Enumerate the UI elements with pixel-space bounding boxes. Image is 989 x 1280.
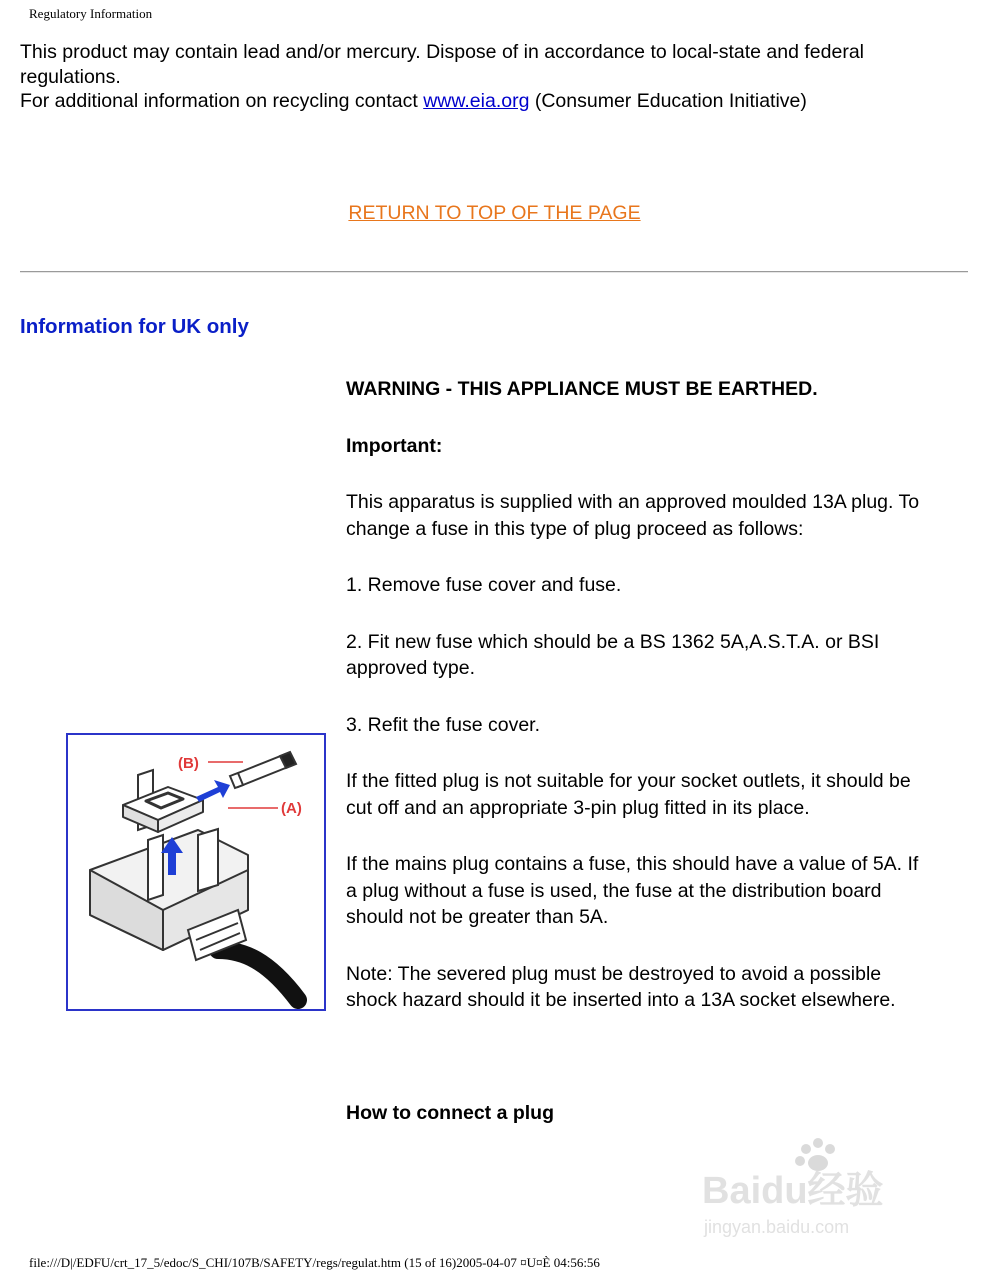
recycling-prefix: For additional information on recycling contact [20, 90, 424, 112]
section-title: Information for UK only [20, 315, 249, 338]
print-header-title: Regulatory Information [29, 6, 153, 21]
connect-plug-heading: How to connect a plug [346, 1101, 554, 1124]
disposal-text: This product may contain lead and/or mercury. Dispose of in accordance to local-state and federal regulations. [20, 41, 864, 88]
plug-fuse-diagram [66, 733, 326, 1011]
eia-link[interactable]: www.eia.org [423, 90, 530, 112]
step-1: 1. Remove fuse cover and fuse. [346, 574, 622, 596]
return-to-top-link[interactable]: RETURN TO TOP OF THE PAGE [348, 202, 641, 224]
severed-plug-note: Note: The severed plug must be destroyed to avoid a possible shock hazard should it be inserted into a 13A socket elsewhere. [346, 962, 896, 1011]
step-3: 3. Refit the fuse cover. [346, 713, 541, 736]
recycling-suffix: (Consumer Education Initiative) [529, 90, 807, 112]
important-label: Important: [346, 434, 443, 457]
label-a: (A) [281, 800, 302, 817]
print-footer-path: file:///D|/EDFU/crt_17_5/edoc/S_CHI/107B/SAFETY/regs/regulat.htm (15 of 16)2005-04-07 ¤U¤È 04:56:56 [29, 1255, 600, 1270]
cable-drawing [188, 910, 298, 1000]
plug-intro-paragraph: This apparatus is supplied with an approved moulded 13A plug. To change a fuse in this type of plug proceed as follows: [346, 491, 920, 540]
recycling-contact-line [20, 89, 960, 114]
unsuitable-plug-paragraph: If the fitted plug is not suitable for your socket outlets, it should be cut off and an appropriate 3-pin plug fitted in its place. [346, 770, 911, 819]
uk-info-content [346, 376, 926, 1156]
watermark-domain: jingyan.baidu.com [704, 1217, 850, 1237]
horizontal-divider [20, 271, 968, 273]
label-b: (B) [178, 755, 199, 772]
recycling-notice [20, 40, 960, 114]
fuse-value-paragraph: If the mains plug contains a fuse, this should have a value of 5A. If a plug without a fuse is used, the fuse at the distribution board should not be greater than 5A. [346, 853, 919, 928]
return-to-top [0, 202, 989, 225]
watermark-brand: Baidu经验 [702, 1170, 884, 1212]
fuse-drawing [230, 752, 296, 788]
earth-warning: WARNING - THIS APPLIANCE MUST BE EARTHED. [346, 378, 818, 400]
step-2: 2. Fit new fuse which should be a BS 1362 5A,A.S.T.A. or BSI approved type. [346, 630, 880, 679]
baidu-watermark [700, 1135, 940, 1245]
fuse-cover-drawing [123, 787, 203, 832]
